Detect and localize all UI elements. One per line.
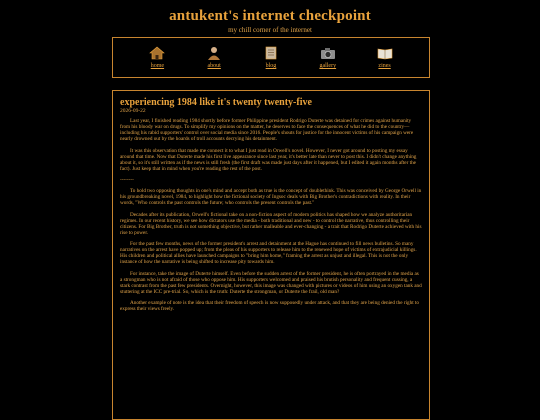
nav-label-gallery: gallery bbox=[319, 63, 337, 69]
site-header bbox=[0, 0, 540, 34]
nav-label-blog: blog bbox=[265, 63, 277, 69]
nav-item-gallery[interactable] bbox=[308, 38, 348, 69]
post-paragraph: To hold two opposing thoughts in one's mind and accept both as true is the concept of doublethink. This was conceived by George Orwell in his groundbreaking novel, 1984, to highlight how the fictional society of Ingsoc deals with Big Brother's contradictions with reality. In their words, "Who controls the past controls the future; who controls the present controls the past." bbox=[120, 188, 422, 207]
post-paragraph: Last year, I finished reading 1984 shortly before former Philippine president Rodrigo Duterte was detained for crimes against humanity from his bloody war on drugs. To simplify my opinions on the matter, he deserves to face the consequences of what he did to the country—including his rabid supporters' control over social media since 2016. People's shouts for justice for the innocent victims of his campaign were nearly drowned out by the hoards of troll accounts decrying his detainment. bbox=[120, 118, 414, 143]
site-title: antukent's internet checkpoint bbox=[169, 8, 371, 24]
post-separator: -------- bbox=[120, 177, 134, 183]
blog-post bbox=[112, 90, 430, 420]
nav-item-about[interactable] bbox=[194, 38, 234, 69]
post-date: 2026-09-22 bbox=[120, 108, 146, 114]
nav-label-home: home bbox=[150, 63, 165, 69]
post-paragraph: For the past few months, news of the former president's arrest and detainment at the Hague has continued to fill news bulletins. So many narratives on the arrest have popped up; from the pleas of his supporters to release him to the renewed hope of victims of extrajudicial killings. His children and political allies have launched campaigns to "bring him home," framing the arrest as unjust and illegal. This is not the only instance of how the narrative is being shifted to increase pity towards him. bbox=[120, 241, 417, 266]
nav-item-blog[interactable] bbox=[251, 38, 291, 69]
post-title: experiencing 1984 like it's twenty twenty-five bbox=[120, 97, 312, 108]
book-icon bbox=[377, 46, 393, 60]
main-nav bbox=[112, 37, 430, 78]
post-paragraph: Decades after its publication, Orwell's fictional take on a non-fiction aspect of modern politics has shaped how we analyze authoritarian regimes. In our recent history, we see how dictators use the media - both traditional and new - to control the narrative, thus controlling their citizens. For Big Brother, truth is not something objective, but rather malleable and ever-changing - a trait that Rodrigo Duterte achieved with his rise to power. bbox=[120, 211, 422, 236]
post-paragraph: It was this observation that made me connect it to what I just read in Orwell's novel. However, I never got around to posting my essay around that time. Now that Duterte made his first live appearance since last year, it's better late than never to post this. I didn't change anything about it, so it's still written as if the news is still fresh (the first draft was made just days after it happened, but I edited it again months after the fact). Just keep that in mind when you're reading the rest of the post. bbox=[120, 147, 417, 172]
camera-icon bbox=[320, 46, 336, 60]
notebook-icon bbox=[263, 46, 279, 60]
post-paragraph: Another example of note is the idea that their freedom of speech is now supposedly under attack, and that they are being denied the right to express their views freely. bbox=[120, 300, 419, 313]
person-icon bbox=[206, 46, 222, 60]
post-paragraph: For instance, take the image of Duterte himself. Even before the sudden arrest of the former president, he is often portrayed in the media as a strongman who is not afraid of those who oppose him. His supporters welcomed and praised his brutish personality and frequent cussing, a stark contrast from the past few presidents. Overnight, however, this image was changed with pictures or videos of him using an oxygen tank and stuttering at the ICC pre-trial. So, which is the truth: Duterte the strongman, or Duterte the frail, old man? bbox=[120, 270, 422, 295]
nav-label-zines: zines bbox=[378, 63, 391, 69]
nav-item-zines[interactable] bbox=[365, 38, 405, 69]
house-icon bbox=[149, 46, 165, 60]
nav-label-about: about bbox=[207, 63, 221, 69]
nav-item-home[interactable] bbox=[137, 38, 177, 69]
site-tagline: my chill corner of the internet bbox=[228, 26, 312, 34]
